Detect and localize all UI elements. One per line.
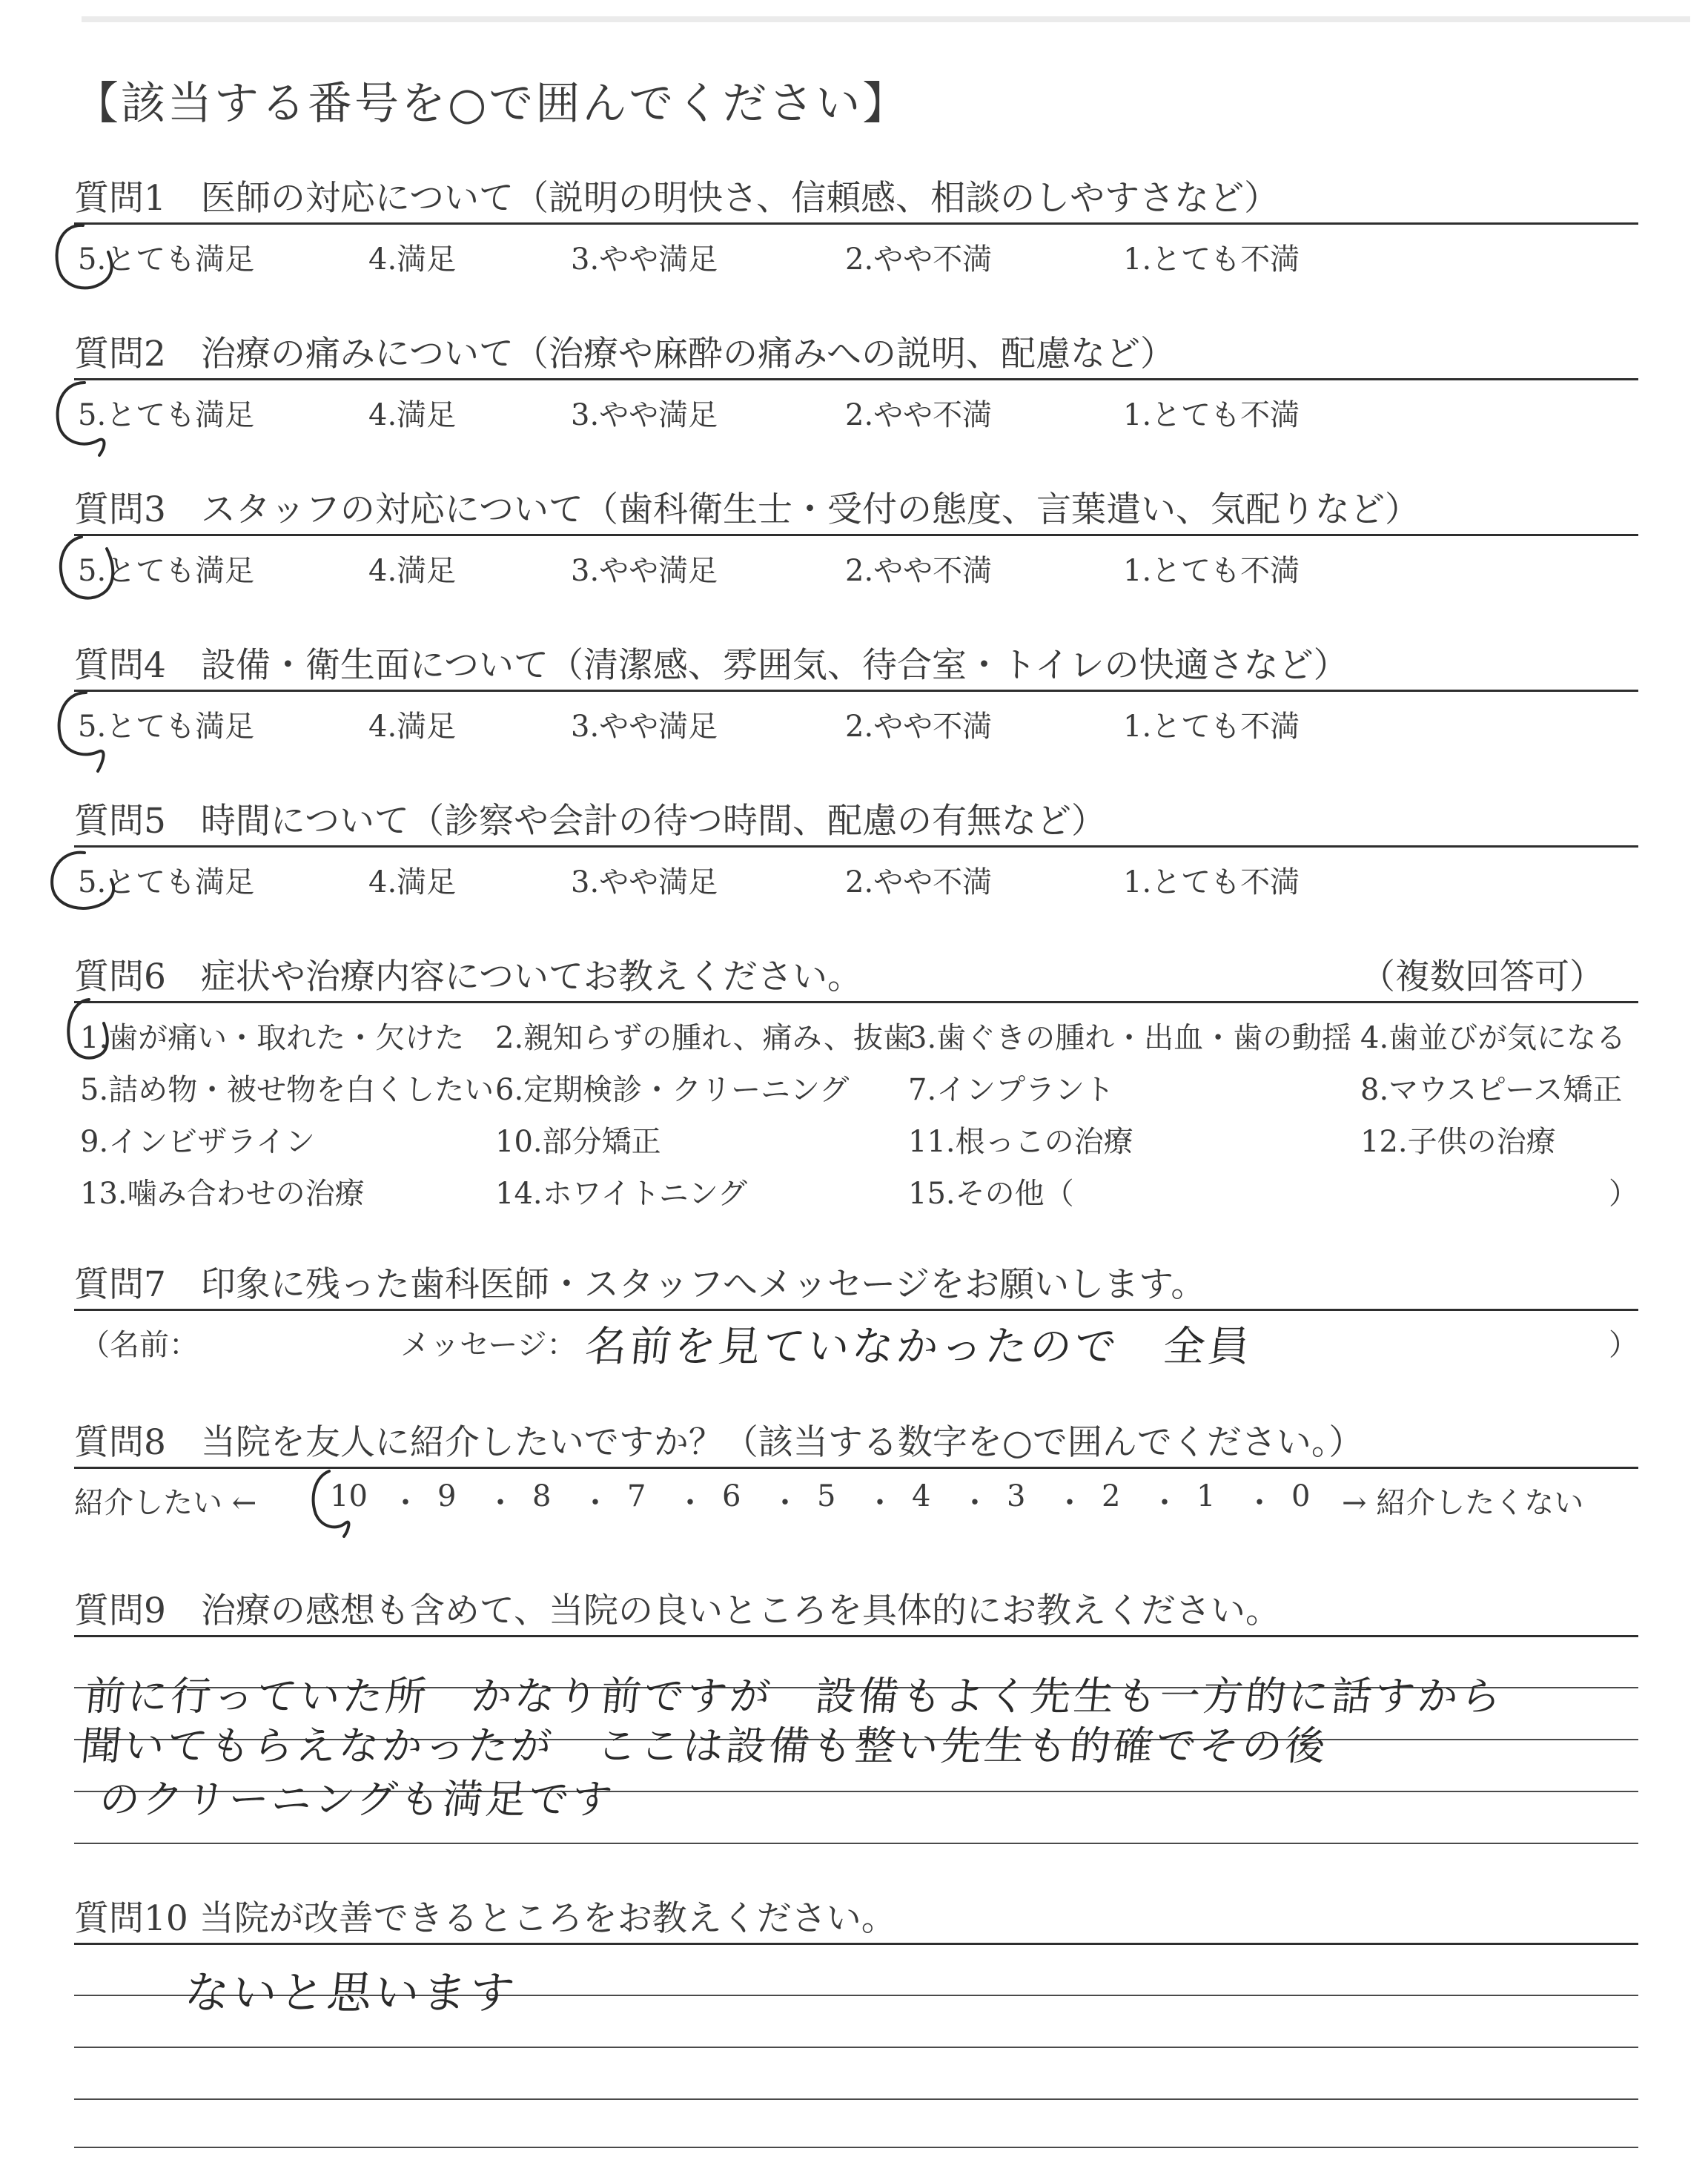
q6-option-9[interactable]: 9.インビザライン: [80, 1125, 315, 1159]
question-2-rule: [74, 378, 1638, 380]
q3-selection-circle: [52, 531, 133, 612]
q8-dot: ・: [580, 1486, 610, 1520]
q8-scale-3[interactable]: 3: [1007, 1479, 1026, 1513]
q6-option-10[interactable]: 10.部分矯正: [495, 1125, 661, 1159]
q4-option-4[interactable]: 4.満足: [368, 710, 457, 744]
q8-dot: ・: [770, 1486, 800, 1520]
q4-option-1[interactable]: 1.とても不満: [1123, 710, 1300, 744]
q7-handwritten-message: 名前を見ていなかったので 全員: [583, 1323, 1255, 1371]
q8-scale-4[interactable]: 4: [912, 1479, 931, 1513]
question-10-rule: [74, 1943, 1638, 1945]
q7-close-paren: ）: [1609, 1328, 1638, 1362]
q6-option-15[interactable]: 15.その他（: [908, 1177, 1074, 1211]
q2-selection-circle: [46, 377, 128, 458]
q8-left-label: 紹介したい ←: [74, 1486, 257, 1520]
question-3-rule: [74, 534, 1638, 536]
q6-option-4[interactable]: 4.歯並びが気になる: [1360, 1021, 1626, 1055]
q9-handwritten-line: 聞いてもらえなかったが ここは設備も整い先生も的確でその後: [79, 1723, 1331, 1769]
q8-dot: ・: [1245, 1486, 1274, 1520]
question-3-title: 質問3 スタッフの対応について（歯科衛生士・受付の態度、言葉遣い、気配りなど）: [74, 489, 1420, 530]
q8-scale-9[interactable]: 9: [437, 1479, 457, 1513]
q7-name-label: （名前：: [80, 1328, 199, 1362]
q8-scale-1[interactable]: 1: [1196, 1479, 1216, 1513]
q8-scale-10[interactable]: 10: [330, 1479, 368, 1513]
q8-scale-7[interactable]: 7: [627, 1479, 646, 1513]
scan-edge: [82, 16, 1690, 22]
q6-option-13[interactable]: 13.噛み合わせの治療: [80, 1177, 365, 1211]
q5-option-1[interactable]: 1.とても不満: [1123, 865, 1300, 899]
q6-option-1[interactable]: 1.歯が痛い・取れた・欠けた: [80, 1021, 465, 1055]
question-9-title: 質問9 治療の感想も含めて、当院の良いところを具体的にお教えください。: [74, 1591, 1280, 1631]
q6-option-6[interactable]: 6.定期検診・クリーニング: [495, 1073, 850, 1107]
q2-option-2[interactable]: 2.やや不満: [845, 398, 993, 432]
q8-dot: ・: [675, 1486, 705, 1520]
q8-scale-5[interactable]: 5: [817, 1479, 836, 1513]
question-2-title: 質問2 治療の痛みについて（治療や麻酔の痛みへの説明、配慮など）: [74, 334, 1176, 374]
q7-message-label: メッセージ：: [400, 1328, 577, 1362]
writing-line: [74, 2047, 1638, 2048]
q1-option-3[interactable]: 3.やや満足: [571, 242, 718, 277]
question-5-rule: [74, 845, 1638, 848]
q8-right-label: → 紹介したくない: [1342, 1486, 1584, 1520]
q5-selection-circle: [43, 845, 132, 927]
form-title: 【該当する番号を○で囲んでください】: [74, 78, 910, 130]
q5-option-3[interactable]: 3.やや満足: [571, 865, 718, 899]
q8-dot: ・: [1150, 1486, 1179, 1520]
q8-dot: ・: [865, 1486, 895, 1520]
q6-option-7[interactable]: 7.インプラント: [908, 1073, 1115, 1107]
q8-scale-2[interactable]: 2: [1102, 1479, 1121, 1513]
question-1-title: 質問1 医師の対応について（説明の明快さ、信頼感、相談のしやすさなど）: [74, 178, 1280, 219]
writing-line: [74, 1843, 1638, 1844]
q4-option-2[interactable]: 2.やや不満: [845, 710, 993, 744]
question-6-title: 質問6 症状や治療内容についてお教えください。: [74, 957, 862, 997]
q3-option-2[interactable]: 2.やや不満: [845, 554, 993, 588]
q1-option-2[interactable]: 2.やや不満: [845, 242, 993, 277]
writing-line: [74, 2098, 1638, 2100]
q6-option-2[interactable]: 2.親知らずの腫れ、痛み、抜歯: [495, 1021, 913, 1055]
question-4-title: 質問4 設備・衛生面について（清潔感、雰囲気、待合室・トイレの快適さなど）: [74, 645, 1348, 686]
q9-handwritten-line: 前に行っていた所 かなり前ですが 設備もよく先生も一方的に話すから: [82, 1673, 1506, 1720]
question-5-title: 質問5 時間について（診察や会計の待つ時間、配慮の有無など）: [74, 801, 1106, 842]
q10-handwritten-line: ないと思います: [182, 1967, 520, 2019]
question-6-rule: [74, 1001, 1638, 1003]
q2-option-3[interactable]: 3.やや満足: [571, 398, 718, 432]
q3-option-5[interactable]: 5.とても満足: [78, 554, 255, 588]
question-1-rule: [74, 222, 1638, 225]
q2-option-1[interactable]: 1.とても不満: [1123, 398, 1300, 432]
q4-selection-circle: [49, 688, 130, 777]
q6-other-close-paren: ）: [1609, 1177, 1638, 1211]
q6-option-3[interactable]: 3.歯ぐきの腫れ・出血・歯の動揺: [908, 1021, 1352, 1055]
q1-option-5[interactable]: 5.とても満足: [78, 242, 255, 277]
q1-option-1[interactable]: 1.とても不満: [1123, 242, 1300, 277]
q8-scale-8[interactable]: 8: [532, 1479, 552, 1513]
question-4-rule: [74, 690, 1638, 692]
q6-option-12[interactable]: 12.子供の治療: [1360, 1125, 1556, 1159]
question-9-rule: [74, 1635, 1638, 1637]
question-7-title: 質問7 印象に残った歯科医師・スタッフへメッセージをお願いします。: [74, 1264, 1206, 1305]
q8-dot: ・: [1055, 1486, 1085, 1520]
q4-option-5[interactable]: 5.とても満足: [78, 710, 255, 744]
q1-selection-circle: [46, 219, 128, 301]
q8-dot: ・: [960, 1486, 990, 1520]
question-10-title: 質問10 当院が改善できるところをお教えください。: [74, 1898, 896, 1939]
q8-dot: ・: [486, 1486, 515, 1520]
q5-option-4[interactable]: 4.満足: [368, 865, 457, 899]
q3-option-3[interactable]: 3.やや満足: [571, 554, 718, 588]
q6-option-11[interactable]: 11.根っこの治療: [908, 1125, 1133, 1159]
q4-option-3[interactable]: 3.やや満足: [571, 710, 718, 744]
q9-handwritten-line: のクリーニングも満足です: [97, 1776, 618, 1823]
q6-selection-circle: [59, 994, 126, 1075]
q8-scale-6[interactable]: 6: [722, 1479, 741, 1513]
q6-option-5[interactable]: 5.詰め物・被せ物を白くしたい: [80, 1073, 494, 1107]
question-8-title: 質問8 当院を友人に紹介したいですか？（該当する数字を○で囲んでください。）: [74, 1422, 1364, 1463]
question-6-note: （複数回答可）: [1360, 957, 1604, 997]
q3-option-4[interactable]: 4.満足: [368, 554, 457, 588]
q8-scale-0[interactable]: 0: [1291, 1479, 1311, 1513]
q1-option-4[interactable]: 4.満足: [368, 242, 457, 277]
q8-selection-circle: [304, 1465, 378, 1539]
q3-option-1[interactable]: 1.とても不満: [1123, 554, 1300, 588]
q8-dot: ・: [391, 1486, 420, 1520]
q5-option-5[interactable]: 5.とても満足: [78, 865, 255, 899]
q2-option-4[interactable]: 4.満足: [368, 398, 457, 432]
question-7-rule: [74, 1309, 1638, 1311]
q6-option-14[interactable]: 14.ホワイトニング: [495, 1177, 748, 1211]
q2-option-5[interactable]: 5.とても満足: [78, 398, 255, 432]
q5-option-2[interactable]: 2.やや不満: [845, 865, 993, 899]
q6-option-8[interactable]: 8.マウスピース矯正: [1360, 1073, 1623, 1107]
writing-line: [74, 2147, 1638, 2148]
